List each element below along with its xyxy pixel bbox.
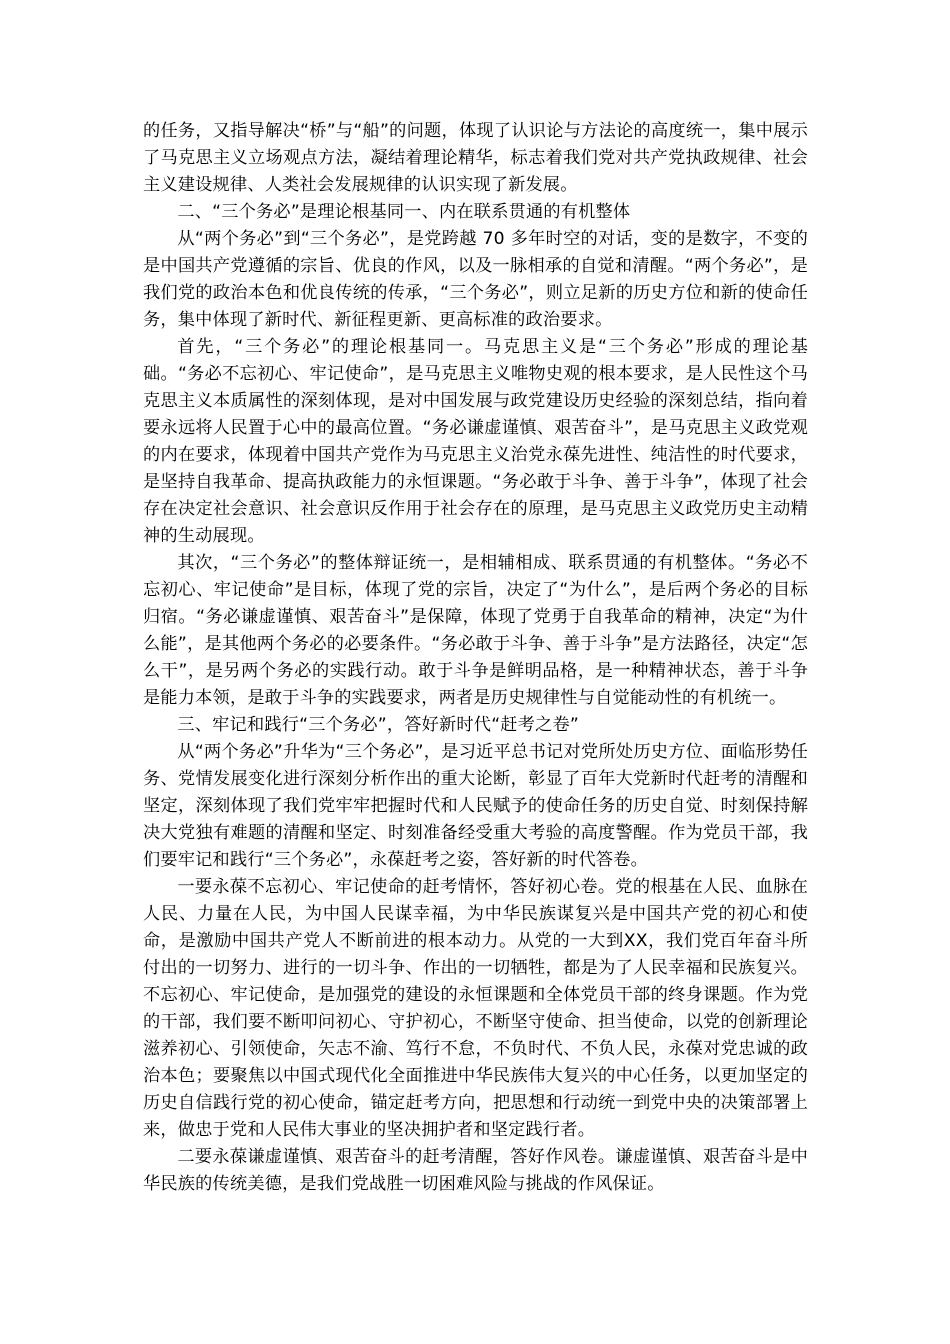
- paragraph: 从“两个务必”到“三个务必”，是党跨越 70 多年时空的对话，变的是数字，不变的是中国共产党遵循的宗旨、优良的作风，以及一脉相承的自觉和清醒。“两个务必”，是我们党的政治本色和优良传统的传承，“三个务必”，则立足新的历史方位和新的使命任务，集中体现了新时代、新征程更新、更高标准的政治要求。: [143, 229, 808, 330]
- document-page: [143, 118, 808, 1198]
- section-heading-2: 二、“三个务必”是理论根基同一、内在联系贯通的有机整体: [177, 202, 631, 222]
- paragraph: 二要永葆谦虚谨慎、艰苦奋斗的赶考清醒，答好作风卷。谦虚谨慎、艰苦奋斗是中华民族的传统美德，是我们党战胜一切困难风险与挑战的作风保证。: [143, 1147, 808, 1194]
- paragraph: 的任务，又指导解决“桥”与“船”的问题，体现了认识论与方法论的高度统一，集中展示了马克思主义立场观点方法，凝结着理论精华，标志着我们党对共产党执政规律、社会主义建设规律、人类社会发展规律的认识实现了新发展。: [143, 121, 808, 195]
- paragraph: 从“两个务必”升华为“三个务必”，是习近平总书记对党所处历史方位、面临形势任务、党情发展变化进行深刻分析作出的重大论断，彰显了百年大党新时代赶考的清醒和坚定，深刻体现了我们党牢牢把握时代和人民赋予的使命任务的历史自觉、时刻保持解决大党独有难题的清醒和坚定、时刻准备经受重大考验的高度警醒。作为党员干部，我们要牢记和践行“三个务必”，永葆赶考之姿，答好新的时代答卷。: [143, 742, 808, 870]
- paragraph: 首先，“三个务必”的理论根基同一。马克思主义是“三个务必”形成的理论基础。“务必不忘初心、牢记使命”，是马克思主义唯物史观的根本要求，是人民性这个马克思主义本质属性的深刻体现，是对中国发展与政党建设历史经验的深刻总结，指向着要永远将人民置于心中的最高位置。“务必谦虚谨慎、艰苦奋斗”，是马克思主义政党观的内在要求，体现着中国共产党作为马克思主义治党永葆先进性、纯洁性的时代要求，是坚持自我革命、提高执政能力的永恒课题。“务必敢于斗争、善于斗争”，体现了社会存在决定社会意识、社会意识反作用于社会存在的原理，是马克思主义政党历史主动精神的生动展现。: [143, 337, 808, 546]
- section-heading-3: 三、牢记和践行“三个务必”，答好新时代“赶考之卷”: [177, 715, 579, 735]
- paragraph: 一要永葆不忘初心、牢记使命的赶考情怀，答好初心卷。党的根基在人民、血脉在人民、力量在人民，为中国人民谋幸福，为中华民族谋复兴是中国共产党的初心和使命，是激励中国共产党人不断前进的根本动力。从党的一大到XX，我们党百年奋斗所付出的一切努力、进行的一切斗争、作出的一切牺牲，都是为了人民幸福和民族复兴。不忘初心、牢记使命，是加强党的建设的永恒课题和全体党员干部的终身课题。作为党的干部，我们要不断叩问初心、守护初心，不断坚守使命、担当使命，以党的创新理论滋养初心、引领使命，矢志不渝、笃行不怠，不负时代、不负人民，永葆对党忠诚的政治本色；要聚焦以中国式现代化全面推进中华民族伟大复兴的中心任务，以更加坚定的历史自信践行党的初心使命，锚定赶考方向，把思想和行动统一到党中央的决策部署上来，做忠于党和人民伟大事业的坚决拥护者和坚定践行者。: [143, 877, 808, 1140]
- paragraph: 其次，“三个务必”的整体辩证统一，是相辅相成、联系贯通的有机整体。“务必不忘初心、牢记使命”是目标，体现了党的宗旨，决定了“为什么”，是后两个务必的目标归宿。“务必谦虚谨慎、艰苦奋斗”是保障，体现了党勇于自我革命的精神，决定“为什么能”，是其他两个务必的必要条件。“务必敢于斗争、善于斗争”是方法路径，决定“怎么干”，是另两个务必的实践行动。敢于斗争是鲜明品格，是一种精神状态，善于斗争是能力本领，是敢于斗争的实践要求，两者是历史规律性与自觉能动性的有机统一。: [143, 553, 808, 708]
